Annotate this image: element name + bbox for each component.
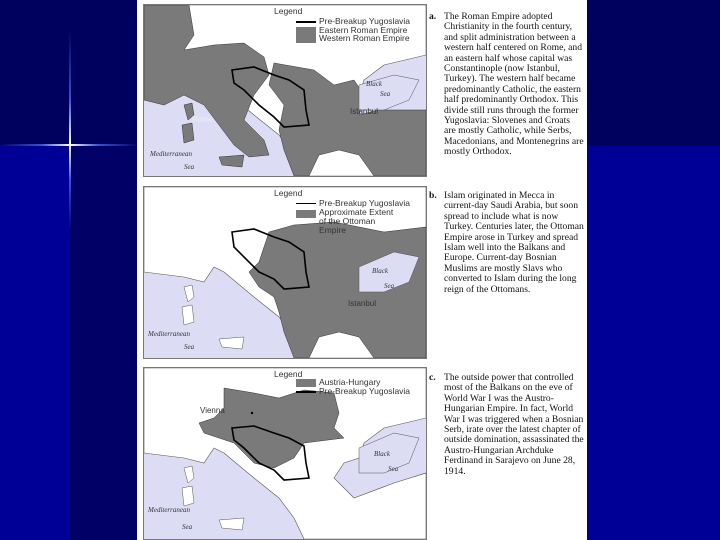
- legend-label: Pre-Breakup Yugoslavia: [319, 16, 411, 26]
- legend-title: Legend: [274, 369, 303, 379]
- sea-label-black-sea: Sea: [380, 90, 391, 98]
- caption-c: [429, 373, 584, 477]
- fill-swatch-icon: [296, 35, 316, 43]
- city-label-istanbul: Istanbul: [348, 299, 377, 308]
- sea-label-mediterranean: Mediterranean: [150, 150, 192, 158]
- legend-item: [296, 34, 410, 43]
- line-swatch-icon: [296, 391, 316, 393]
- legend-title: Legend: [274, 6, 303, 16]
- fill-swatch-icon: [296, 379, 316, 387]
- caption-letter: a.: [429, 11, 437, 22]
- sea-label-mediterranean-sea: Sea: [184, 163, 195, 171]
- map-legend: [268, 188, 426, 235]
- sea-label-mediterranean: Mediterranean: [148, 506, 190, 514]
- legend-label: Eastern Roman Empire: [319, 25, 408, 35]
- sea-label-mediterranean: Mediterranean: [148, 330, 190, 338]
- sea-label-black-sea: Sea: [388, 465, 399, 473]
- caption-letter: c.: [429, 372, 436, 383]
- map-austria-hungary: [143, 367, 427, 540]
- sea-label-mediterranean-sea: Sea: [182, 523, 193, 531]
- legend-label: Pre-Breakup Yugoslavia: [319, 198, 411, 208]
- sea-label-mediterranean-sea: Sea: [184, 343, 195, 351]
- caption-text: The outside power that controlled most of the Balkans on the eve of World War I was the Austro-Hungarian Empire. In fact, World War I was triggered when a Bosnian Serb, irate over the latest chapter of outside domination, assassinated the Austro-Hungarian Archduke Ferdinand in Sarajevo on June 28, 1914.: [444, 372, 584, 477]
- fill-swatch-icon: [296, 210, 316, 218]
- legend-label: Approximate Extent of the Ottoman Empire: [319, 207, 394, 235]
- sea-label-black: Black: [366, 80, 382, 88]
- caption-a: [429, 12, 584, 158]
- sea-label-black: Black: [372, 267, 388, 275]
- legend-label: Pre-Breakup Yugoslavia: [319, 386, 411, 396]
- line-swatch-icon: [296, 203, 316, 204]
- legend-label: Western Roman Empire: [319, 33, 410, 43]
- sea-label-black: Black: [374, 450, 390, 458]
- legend-item: [296, 208, 399, 235]
- line-swatch-icon: [296, 21, 316, 23]
- city-label-vienna: Vienna: [200, 406, 225, 415]
- city-label-istanbul: Istanbul: [350, 107, 379, 116]
- legend-title: Legend: [274, 188, 303, 198]
- background-left-column: [70, 145, 138, 540]
- caption-text: Islam originated in Mecca in current-day Saudi Arabia, but soon spread to include what is now Turkey. Centuries later, the Ottoman Empire arose in Turkey and spread Islam well into the Balkans and Europe. Current-day Bosnian Muslims are mostly Slavs who converted to Islam during the long reign of the Ottomans.: [444, 190, 584, 295]
- legend-label: Austria-Hungary: [319, 377, 381, 387]
- sea-label-black-sea: Sea: [384, 282, 395, 290]
- slide-content-panel: [137, 0, 587, 540]
- caption-text: The Roman Empire adopted Christianity in the fourth century, and split administration between a western half centered on Rome, and an eastern half whose capital was Constantinople (now Istanbul, Turkey). The western half became predominantly Catholic, the eastern half predominantly Orthodox. This divide still runs through the former Yugoslavia: Slovenes and Croats are mostly Catholic, while Serbs, Macedonians, and Montenegrins are mostly Orthodox.: [444, 11, 584, 158]
- map-legend: [268, 370, 426, 398]
- map-ottoman-empire: [143, 186, 427, 359]
- caption-b: [429, 191, 584, 295]
- legend-item: [296, 387, 410, 396]
- city-label-rome: Rome: [192, 115, 214, 124]
- map-roman-empire: [143, 4, 427, 177]
- sparkle-star-icon-vertical: [69, 30, 71, 230]
- map-legend: [268, 7, 426, 41]
- caption-letter: b.: [429, 190, 437, 201]
